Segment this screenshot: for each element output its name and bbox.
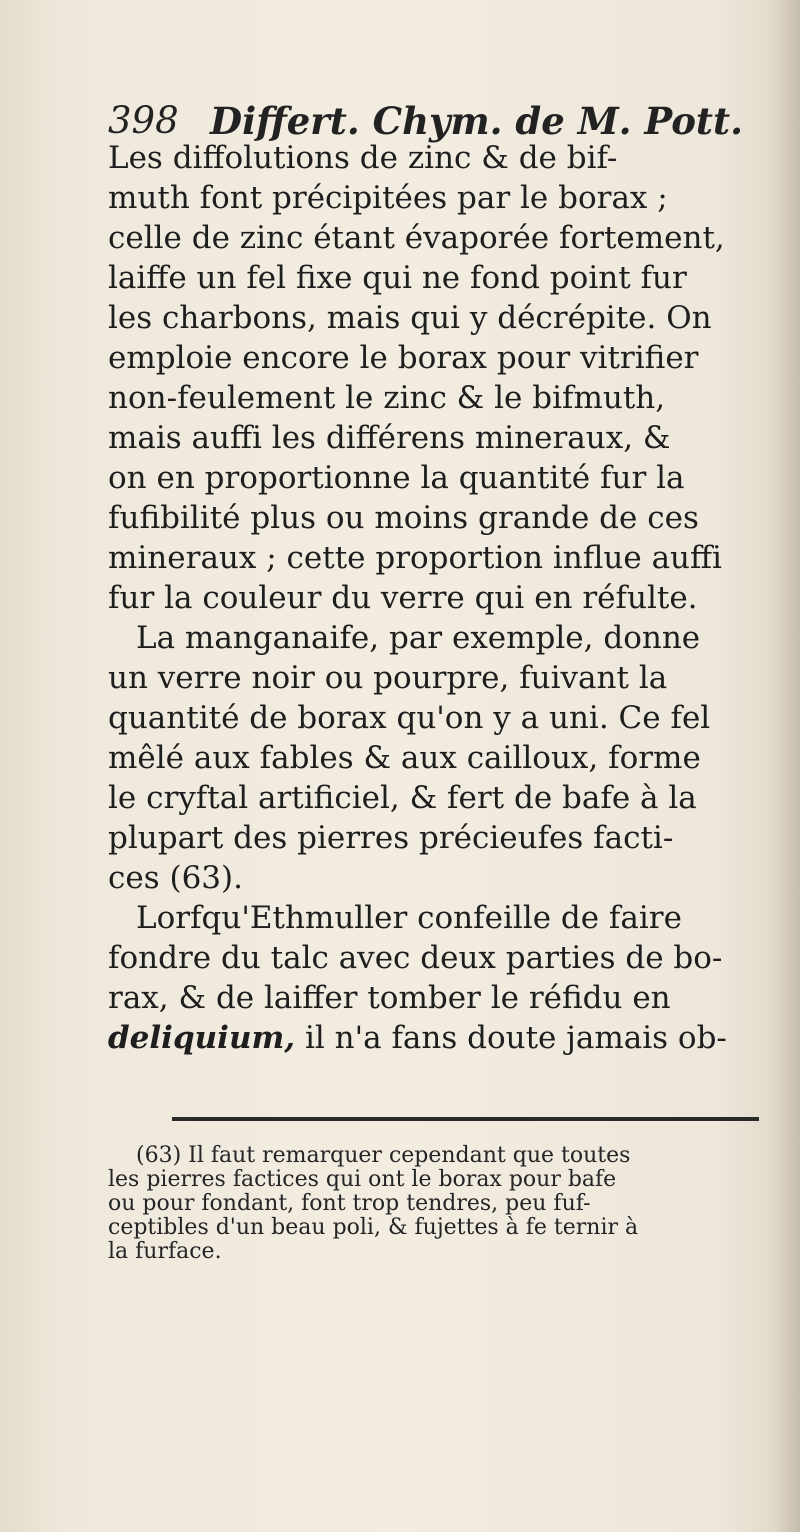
text-line: quantité de borax qu'on y a uni. Ce fel [108, 700, 711, 736]
text-line: celle de zinc étant évaporée fortement, [108, 220, 725, 256]
text-line: non-feulement le zinc & le bifmuth, [108, 380, 666, 416]
page-number: 398 [108, 99, 179, 142]
page-edge-shadow [772, 0, 800, 1532]
text-line: fondre du talc avec deux parties de bo- [108, 940, 723, 976]
footnote-line: les pierres factices qui ont le borax pour bafe [108, 1167, 617, 1192]
text-line: mineraux ; cette proportion influe auffi [108, 540, 722, 576]
text-line: on en proportionne la quantité fur la [108, 460, 685, 496]
text-line: laiffe un fel fixe qui ne fond point fur [108, 260, 687, 296]
text-line: le cryftal artificiel, & fert de bafe à la [108, 780, 697, 816]
running-head: Differt. Chym. de M. Pott. [210, 99, 743, 143]
text-line: emploie encore le borax pour vitrifier [108, 340, 699, 376]
text-line-mixed [108, 1018, 727, 1058]
text-line: La manganaife, par exemple, donne [136, 620, 701, 656]
text-line: mais auffi les différens mineraux, & [108, 420, 671, 456]
footnote-rule [172, 1117, 759, 1121]
footnote-line: la furface. [108, 1239, 222, 1264]
text-line: fur la couleur du verre qui en réfulte. [108, 580, 698, 616]
text-line: muth font précipitées par le borax ; [108, 180, 668, 216]
text-line: fufibilité plus ou moins grande de ces [108, 500, 699, 536]
text-line: les charbons, mais qui y décrépite. On [108, 300, 712, 336]
text-line: plupart des pierres précieufes facti- [108, 820, 674, 856]
text-line: un verre noir ou pourpre, fuivant la [108, 660, 668, 696]
footnote [108, 1144, 758, 1264]
text-line: ces (63). [108, 860, 243, 896]
main-text [108, 138, 727, 1058]
text-line: Lorfqu'Ethmuller confeille de faire [136, 900, 682, 936]
text-line: mêlé aux fables & aux cailloux, forme [108, 740, 701, 776]
footnote-line: ceptibles d'un beau poli, & fujettes à fe ternir à [108, 1215, 639, 1240]
text-line: rax, & de laiffer tomber le réfidu en [108, 980, 671, 1016]
footnote-line: ou pour fondant, font trop tendres, peu fuf- [108, 1191, 591, 1216]
text-line-rest: il n'a fans doute jamais ob- [304, 1020, 727, 1056]
footnote-line: (63) Il faut remarquer cependant que toutes [136, 1143, 631, 1168]
italic-term: deliquium, [108, 1020, 296, 1056]
text-line: Les diffolutions de zinc & de bif- [108, 140, 618, 176]
